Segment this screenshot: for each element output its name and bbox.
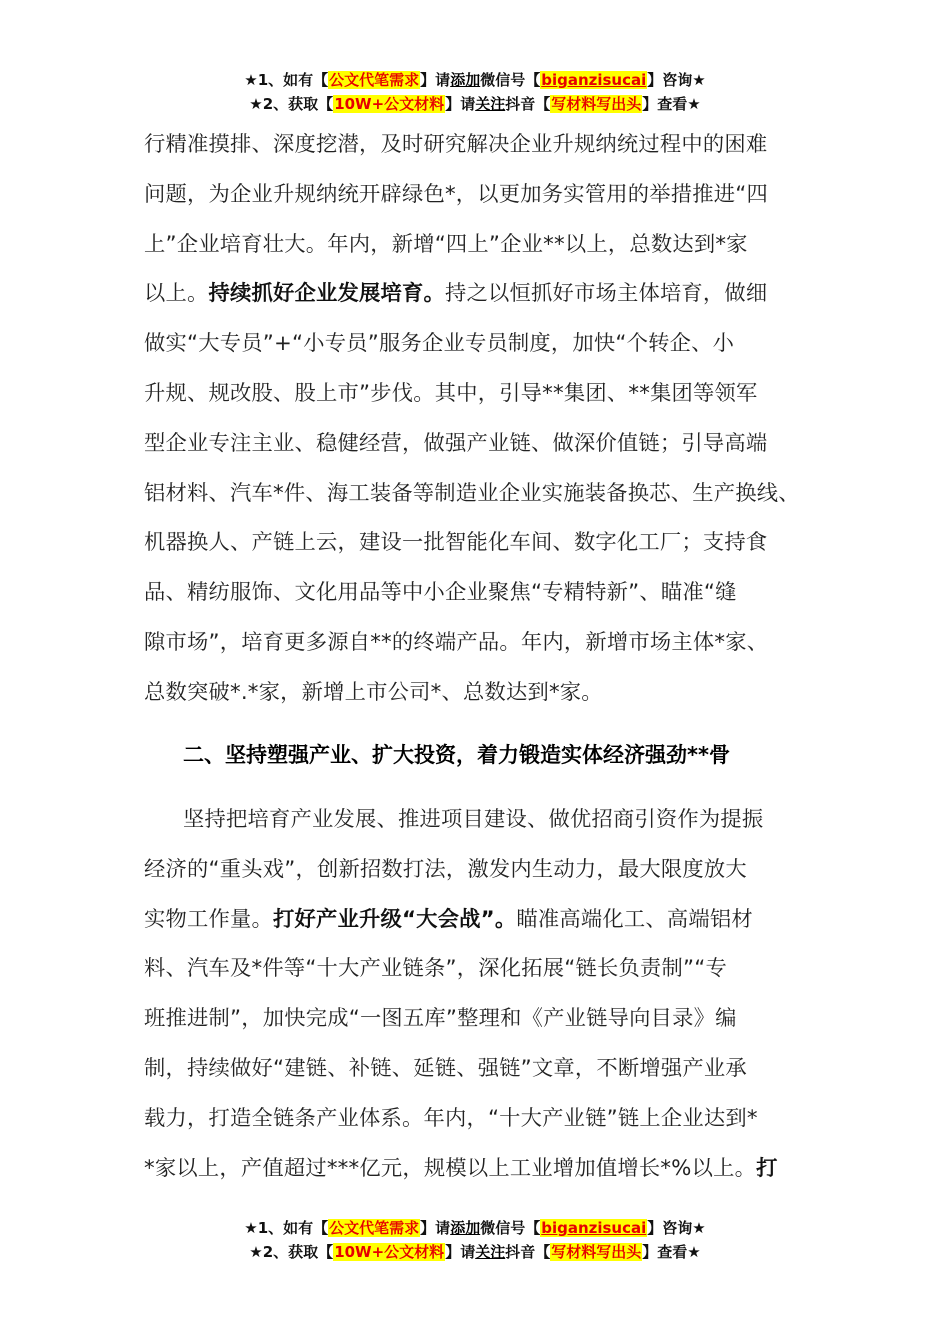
text-run: 以上。 [144, 281, 209, 307]
text-line: 型企业专注主业、稳健经营，做强产业链、做深价值链；引导高端 [144, 430, 768, 456]
text-line: 铝材料、汽车*件、海工装备等制造业企业实施装备换芯、生产换线、 [144, 480, 800, 506]
banner-line-1 [0, 68, 950, 92]
text-line [144, 269, 812, 319]
banner-highlight-service: 公文代笔需求 [329, 71, 420, 89]
text-line: 坚持把培育产业发展、推进项目建设、做优招商引资作为提振 [183, 807, 764, 832]
text-line: 经济的“重头戏”，创新招数打法，激发内生动力，最大限度放大 [144, 856, 747, 882]
footer-banner [0, 1216, 950, 1264]
banner-text: 】查看★ [642, 1243, 701, 1261]
text-line: 隙市场”，培育更多源自**的终端产品。年内，新增市场主体*家、 [144, 629, 769, 655]
banner-text: 微信号【 [480, 1219, 541, 1237]
banner-line-2 [0, 92, 950, 116]
banner-text: 】咨询★ [647, 71, 706, 89]
banner-text: ★1、如有【 [244, 1219, 329, 1237]
banner-underline-text: 添加 [450, 71, 481, 89]
banner-highlight-douyin: 写材料写出头 [551, 95, 642, 113]
banner-underline-text: 关注 [475, 95, 506, 113]
banner-text: 】请 [445, 1243, 476, 1261]
text-line [144, 895, 812, 945]
banner-text: 】咨询★ [647, 1219, 706, 1237]
text-run: 实物工作量。 [144, 906, 273, 932]
bold-subheading: 持续抓好企业发展培育。 [208, 281, 445, 307]
text-line: 制，持续做好“建链、补链、延链、强链”文章，不断增强产业承 [144, 1055, 747, 1081]
banner-text: ★2、获取【 [249, 95, 334, 113]
section-heading: 二、坚持塑强产业、扩大投资，着力锻造实体经济强劲**骨 [183, 743, 730, 767]
text-line: 问题，为企业升规纳统开辟绿色*，以更加务实管用的举措推进“四 [144, 181, 768, 207]
header-banner [0, 68, 950, 116]
banner-text: 抖音【 [505, 95, 551, 113]
banner-highlight-service: 公文代笔需求 [329, 1219, 420, 1237]
banner-text: ★2、获取【 [249, 1243, 334, 1261]
text-line: 做实“大专员”+“小专员”服务企业专员制度，加快“个转企、小 [144, 331, 735, 357]
text-run: 瞄准高端化工、高端铝材 [516, 906, 753, 932]
banner-text: 微信号【 [480, 71, 541, 89]
text-line: 品、精纺服饰、文化用品等中小企业聚焦“专精特新”、瞄准“缝 [144, 580, 737, 606]
text-run: 持之以恒抓好市场主体培育，做细 [444, 281, 768, 307]
text-line: 班推进制”，加快完成“一图五库”整理和《产业链导向目录》编 [144, 1006, 737, 1032]
paragraph-1 [144, 120, 812, 718]
banner-underline-text: 关注 [475, 1243, 506, 1261]
bold-subheading: 打 [756, 1155, 778, 1181]
banner-highlight-wechat: biganzisucai [541, 71, 647, 89]
banner-highlight-materials: 10W+公文材料 [334, 95, 445, 113]
banner-line-2 [0, 1240, 950, 1264]
bold-subheading: 打好产业升级“大会战”。 [272, 906, 517, 932]
banner-highlight-materials: 10W+公文材料 [334, 1243, 445, 1261]
text-line: 载力，打造全链条产业体系。年内，“十大产业链”链上企业达到* [144, 1105, 758, 1131]
banner-text: 】请 [420, 71, 451, 89]
text-line: 上”企业培育壮大。年内，新增“四上”企业**以上，总数达到*家 [144, 231, 748, 257]
banner-text: 】请 [445, 95, 476, 113]
text-run: *家以上，产值超过***亿元，规模以上工业增加值增长*%以上。 [144, 1155, 757, 1181]
banner-text: ★1、如有【 [244, 71, 329, 89]
banner-highlight-wechat: biganzisucai [541, 1219, 647, 1237]
banner-text: 抖音【 [505, 1243, 551, 1261]
text-line: 料、汽车及*件等“十大产业链条”，深化拓展“链长负责制”“专 [144, 956, 727, 982]
banner-line-1 [0, 1216, 950, 1240]
paragraph-2 [144, 795, 812, 1193]
text-line: 行精准摸排、深度挖潜，及时研究解决企业升规纳统过程中的困难 [144, 132, 768, 157]
text-line: 升规、规改股、股上市”步伐。其中，引导**集团、**集团等领军 [144, 380, 758, 406]
banner-highlight-douyin: 写材料写出头 [551, 1243, 642, 1261]
text-line: 机器换人、产链上云，建设一批智能化车间、数字化工厂；支持食 [144, 530, 768, 556]
banner-underline-text: 添加 [450, 1219, 481, 1237]
text-line: 总数突破*.*家，新增上市公司*、总数达到*家。 [144, 679, 603, 705]
banner-text: 】请 [420, 1219, 451, 1237]
banner-text: 】查看★ [642, 95, 701, 113]
text-line [144, 1144, 812, 1194]
